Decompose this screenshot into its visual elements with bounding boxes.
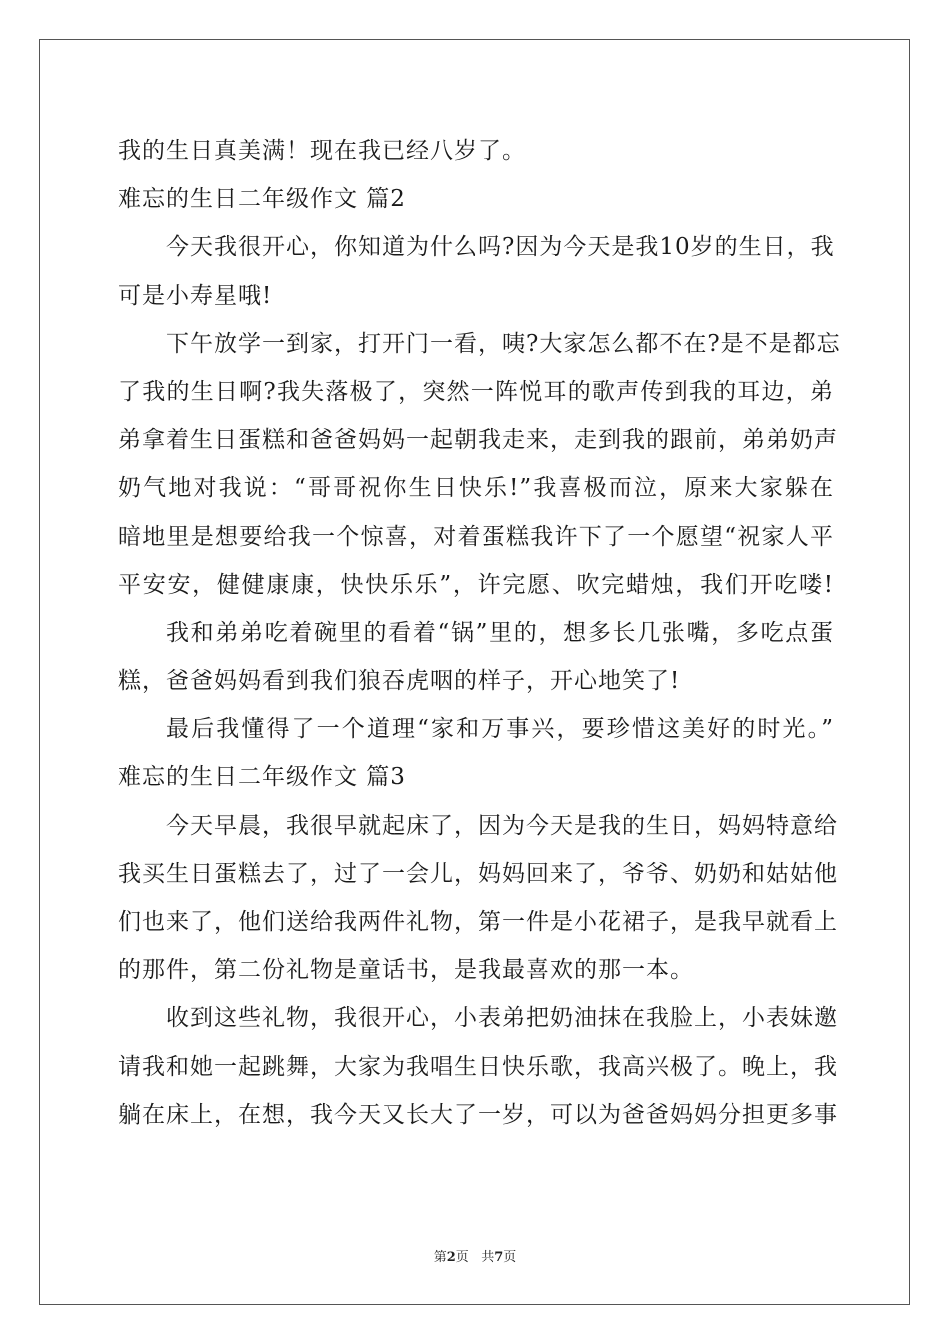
text-line: 我买生日蛋糕去了，过了一会儿，妈妈回来了，爷爷、奶奶和姑姑他 bbox=[118, 860, 838, 887]
text-line: 请我和她一起跳舞，大家为我唱生日快乐歌，我高兴极了。晚上，我 bbox=[118, 1053, 838, 1080]
document-body bbox=[118, 127, 841, 1139]
footer-total-prefix: 共 bbox=[481, 1250, 495, 1265]
text-line: 今天我很开心，你知道为什么吗?因为今天是我10岁的生日，我 bbox=[166, 234, 835, 261]
text-line: 了我的生日啊?我失落极了，突然一阵悦耳的歌声传到我的耳边，弟 bbox=[118, 378, 834, 405]
footer-prefix: 第 bbox=[433, 1250, 447, 1265]
text-line: 收到这些礼物，我很开心，小表弟把奶油抹在我脸上，小表妹邀 bbox=[166, 1005, 838, 1032]
text-line: 暗地里是想要给我一个惊喜，对着蛋糕我许下了一个愿望“祝家人平 bbox=[118, 523, 834, 550]
footer-total-suffix: 页 bbox=[503, 1250, 517, 1265]
text-line: 难忘的生日二年级作文 篇3 bbox=[118, 764, 406, 791]
current-page-number: 2 bbox=[446, 1250, 456, 1265]
text-line: 的那件，第二份礼物是童话书，是我最喜欢的那一本。 bbox=[118, 957, 694, 984]
text-line: 难忘的生日二年级作文 篇2 bbox=[118, 186, 406, 213]
text-line: 下午放学一到家，打开门一看，咦?大家怎么都不在?是不是都忘 bbox=[166, 330, 841, 357]
text-line: 奶气地对我说：“哥哥祝你生日快乐!”我喜极而泣，原来大家躲在 bbox=[118, 475, 834, 502]
text-line: 最后我懂得了一个道理“家和万事兴，要珍惜这美好的时光。” bbox=[166, 716, 834, 743]
text-line: 们也来了，他们送给我两件礼物，第一件是小花裙子，是我早就看上 bbox=[118, 909, 838, 935]
text-line: 糕，爸爸妈妈看到我们狼吞虎咽的样子，开心地笑了! bbox=[118, 668, 681, 695]
page-footer bbox=[0, 1246, 950, 1265]
footer-page-word: 页 bbox=[455, 1250, 469, 1265]
text-line: 我和弟弟吃着碗里的看着“锅”里的，想多长几张嘴，多吃点蛋 bbox=[166, 619, 834, 646]
text-line: 可是小寿星哦! bbox=[118, 282, 273, 309]
text-line: 平安安，健健康康，快快乐乐”，许完愿、吹完蜡烛，我们开吃喽! bbox=[118, 571, 834, 598]
text-line: 今天早晨，我很早就起床了，因为今天是我的生日，妈妈特意给 bbox=[166, 812, 838, 839]
text-line: 躺在床上，在想，我今天又长大了一岁，可以为爸爸妈妈分担更多事 bbox=[118, 1101, 838, 1128]
text-line: 我的生日真美满！现在我已经八岁了。 bbox=[118, 138, 526, 164]
total-page-count: 7 bbox=[494, 1250, 504, 1265]
text-line: 弟拿着生日蛋糕和爸爸妈妈一起朝我走来，走到我的跟前，弟弟奶声 bbox=[118, 427, 838, 454]
